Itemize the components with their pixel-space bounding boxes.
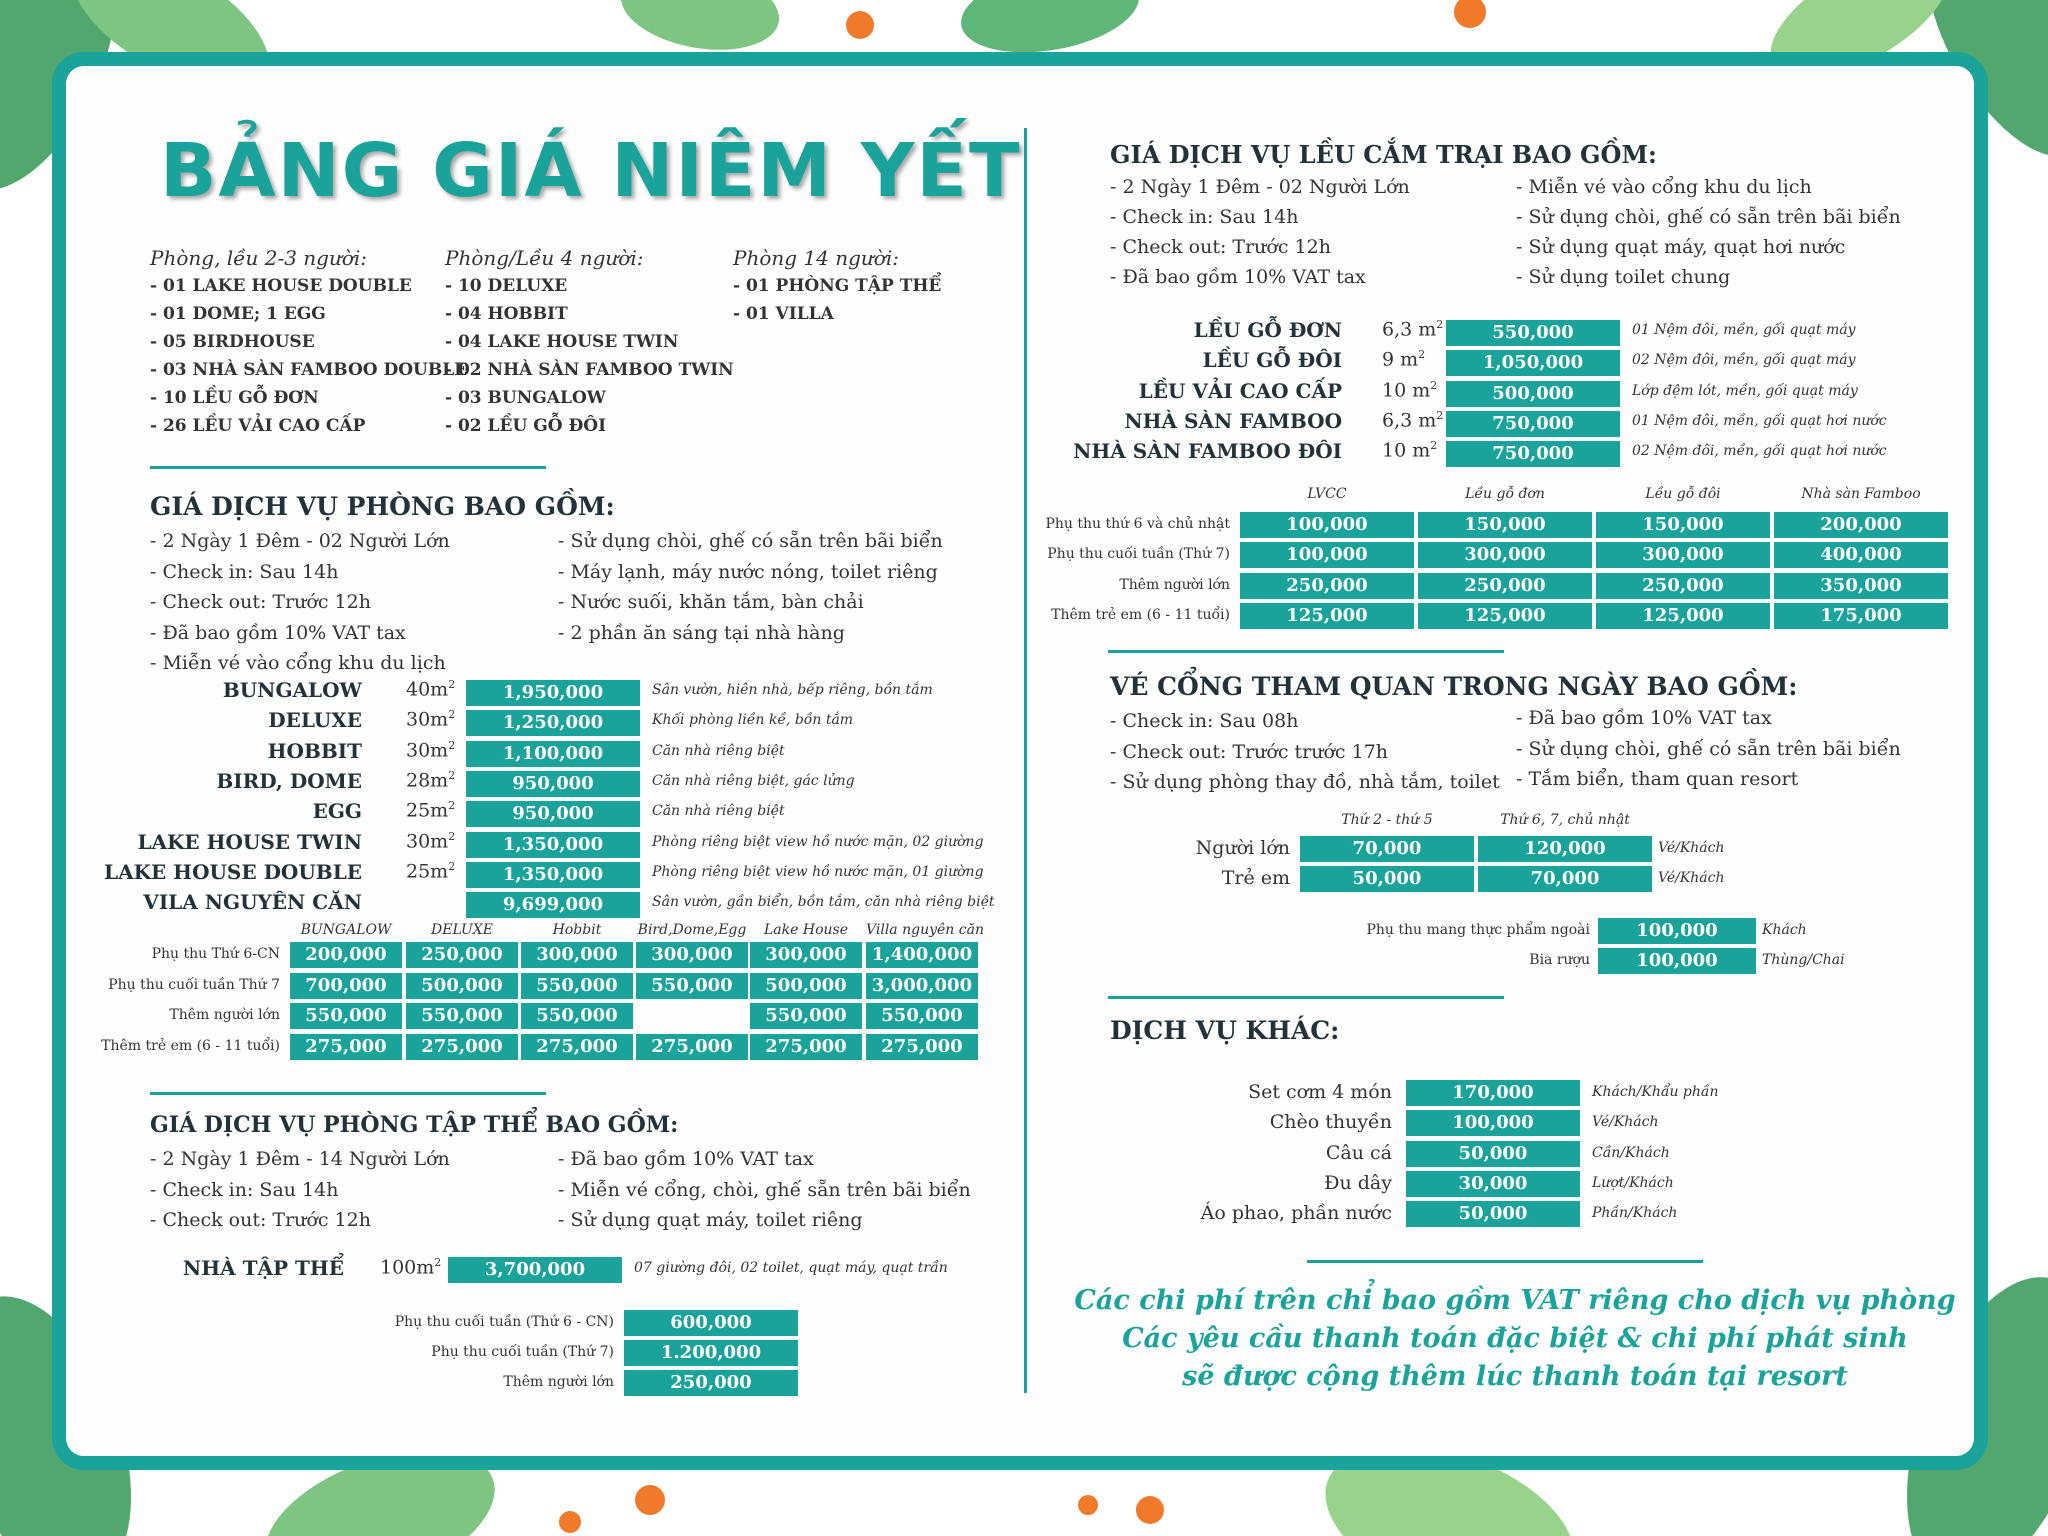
room-name: HOBBIT xyxy=(267,738,362,763)
ticket-price: 70,000 xyxy=(1478,866,1652,892)
camping-heading: GIÁ DỊCH VỤ LỀU CẮM TRẠI BAO GỒM: xyxy=(1110,140,1657,169)
tent-name: LỀU VẢI CAO CẤP xyxy=(1138,378,1342,403)
row-label: Thêm trẻ em (6 - 11 tuổi) xyxy=(101,1037,280,1054)
surcharge-cell: 550,000 xyxy=(521,1003,633,1029)
column-header: Bird,Dome,Egg xyxy=(637,922,747,938)
room-group-heading: Phòng, lều 2-3 người: xyxy=(150,246,368,270)
tent-desc: Lớp đệm lót, mền, gối quạt máy xyxy=(1632,382,1858,399)
unit-label: Vé/Khách xyxy=(1658,840,1725,856)
section-rule xyxy=(150,466,546,469)
surcharge-cell: 1,400,000 xyxy=(866,942,978,968)
room-desc: Phòng riêng biệt view hồ nước mặn, 01 giường xyxy=(652,863,984,880)
room-price: 1,100,000 xyxy=(466,741,640,767)
tent-price: 1,050,000 xyxy=(1446,350,1620,376)
superscript: 2 xyxy=(448,829,456,843)
row-label: Phụ thu thứ 6 và chủ nhật xyxy=(1045,516,1230,532)
term-item: - Check out: Trước 12h xyxy=(150,591,371,613)
superscript: 2 xyxy=(1436,318,1444,331)
row-label: Phụ thu Thứ 6-CN xyxy=(151,946,280,962)
column-header: Nhà sàn Famboo xyxy=(1801,486,1921,502)
column-header: DELUXE xyxy=(431,922,493,938)
room-name: VILA NGUYÊN CĂN xyxy=(143,890,362,915)
row-label: Phụ thu cuối tuần Thứ 7 xyxy=(108,976,280,993)
surcharge-cell: 550,000 xyxy=(866,1003,978,1029)
service-price: 50,000 xyxy=(1406,1201,1580,1227)
column-divider xyxy=(1024,128,1027,1393)
footer-note xyxy=(1060,1282,1970,1396)
area-value: $25m^2$ xyxy=(406,799,456,822)
row-label: Phụ thu cuối tuần (Thứ 6 - CN) xyxy=(394,1314,614,1330)
term-item: - Sử dụng chòi, ghế có sẵn trên bãi biển xyxy=(1516,737,1901,760)
surcharge-cell: 550,000 xyxy=(750,1003,862,1029)
column-header: LVCC xyxy=(1307,486,1347,502)
area-value: $25m^2$ xyxy=(406,859,456,883)
area-value: $28m^2$ xyxy=(406,768,456,792)
area-value: 6,3 $m^2$ xyxy=(1382,408,1444,432)
area-value: 10 $m^2$ xyxy=(1382,378,1438,401)
surcharge-cell: 275,000 xyxy=(866,1034,978,1060)
row-label: Người lớn xyxy=(1195,837,1290,859)
footer-line: Các chi phí trên chỉ bao gồm VAT riêng cho dịch vụ phòng xyxy=(1074,1285,1956,1316)
tent-name: NHÀ SÀN FAMBOO xyxy=(1124,408,1342,433)
surcharge-cell: 250,000 xyxy=(406,942,518,968)
daytrip-terms-left xyxy=(1110,706,1500,798)
room-desc: Căn nhà riêng biệt, gác lửng xyxy=(652,772,855,789)
surcharge-cell: 125,000 xyxy=(1418,603,1592,629)
footer-line: Các yêu cầu thanh toán đặc biệt & chi phí phát sinh xyxy=(1122,1323,1908,1354)
ticket-price: 120,000 xyxy=(1478,836,1652,862)
term-item: - Check in: Sau 14h xyxy=(150,560,339,583)
superscript: 2 xyxy=(448,708,456,722)
term-item: - Nước suối, khăn tắm, bàn chải xyxy=(558,591,864,613)
surcharge-cell: 250,000 xyxy=(624,1370,798,1396)
room-group-2 xyxy=(445,246,734,436)
row-label: Thêm người lớn xyxy=(503,1374,614,1390)
surcharge-cell: 125,000 xyxy=(1596,603,1770,629)
surcharge-cell: 250,000 xyxy=(1596,573,1770,599)
group-room-desc: 07 giường đôi, 02 toilet, quạt máy, quạt trần xyxy=(634,1260,948,1276)
surcharge-cell: 275,000 xyxy=(406,1034,518,1060)
room-item: - 04 HOBBIT xyxy=(445,304,568,324)
term-item: - Sử dụng quạt máy, toilet riêng xyxy=(558,1209,863,1231)
superscript: 2 xyxy=(448,859,456,873)
room-service-terms-right xyxy=(558,526,943,648)
surcharge-cell: 700,000 xyxy=(290,973,402,999)
surcharge-cell: 400,000 xyxy=(1774,542,1948,568)
surcharge-cell: 150,000 xyxy=(1596,512,1770,538)
surcharge-cell: 300,000 xyxy=(750,942,862,968)
surcharge-cell: 275,000 xyxy=(521,1034,633,1060)
unit-label: Phần/Khách xyxy=(1592,1205,1678,1222)
surcharge-cell: 300,000 xyxy=(636,942,748,968)
term-item: - Miễn vé vào cổng khu du lịch xyxy=(1516,176,1812,198)
surcharge-cell: 550,000 xyxy=(521,973,633,999)
superscript: 2 xyxy=(448,738,456,752)
extra-price: 100,000 xyxy=(1598,948,1756,974)
term-item: - Máy lạnh, máy nước nóng, toilet riêng xyxy=(558,560,938,583)
service-label: Câu cá xyxy=(1325,1141,1392,1164)
room-desc: Khối phòng liền kề, bồn tắm xyxy=(652,712,854,729)
room-price: 950,000 xyxy=(466,771,640,797)
column-header: Lều gỗ đôi xyxy=(1645,486,1721,502)
term-item: - Miễn vé vào cổng khu du lịch xyxy=(150,652,446,674)
section-rule xyxy=(1307,1260,1703,1263)
unit-label: Thùng/Chai xyxy=(1762,952,1845,968)
camping-terms-left xyxy=(1110,172,1410,292)
room-desc: Căn nhà riêng biệt xyxy=(652,803,785,820)
surcharge-cell: 600,000 xyxy=(624,1310,798,1336)
daytrip-terms-right xyxy=(1516,703,1901,795)
room-item: - 01 VILLA xyxy=(733,304,834,324)
tent-name: NHÀ SÀN FAMBOO ĐÔI xyxy=(1073,439,1342,464)
term-item: - Check in: Sau 14h xyxy=(1110,206,1299,228)
room-price: 1,950,000 xyxy=(466,680,640,706)
surcharge-cell: 100,000 xyxy=(1240,512,1414,538)
room-service-terms-left xyxy=(150,526,450,679)
room-name: DELUXE xyxy=(268,708,362,733)
extra-price: 100,000 xyxy=(1598,918,1756,944)
term-item: - 2 Ngày 1 Đêm - 02 Người Lớn xyxy=(150,530,450,552)
room-group-heading: Phòng 14 người: xyxy=(733,246,899,270)
tent-name: LỀU GỖ ĐÔI xyxy=(1202,348,1342,373)
room-name: LAKE HOUSE TWIN xyxy=(137,829,362,854)
service-label: Set cơm 4 món xyxy=(1248,1081,1392,1103)
surcharge-cell: 500,000 xyxy=(406,973,518,999)
surcharge-cell: 200,000 xyxy=(1774,512,1948,538)
camping-terms-right xyxy=(1516,172,1901,292)
term-item: - 2 Ngày 1 Đêm - 14 Người Lớn xyxy=(150,1148,450,1170)
term-item: - Đã bao gồm 10% VAT tax xyxy=(558,1148,814,1170)
surcharge-cell: 550,000 xyxy=(290,1003,402,1029)
room-group-1 xyxy=(150,246,467,436)
service-label: Chèo thuyền xyxy=(1269,1111,1392,1134)
column-header: Thứ 2 - thứ 5 xyxy=(1341,812,1433,828)
surcharge-cell: 250,000 xyxy=(1418,573,1592,599)
room-desc: Sân vườn, hiên nhà, bếp riêng, bồn tắm xyxy=(652,682,933,698)
column-header: Thứ 6, 7, chủ nhật xyxy=(1500,812,1630,828)
superscript: 2 xyxy=(1418,348,1426,362)
room-name: BUNGALOW xyxy=(222,678,362,702)
area-value: 100m xyxy=(380,1256,435,1279)
unit-label: Cần/Khách xyxy=(1592,1144,1670,1161)
room-price: 9,699,000 xyxy=(466,892,640,918)
room-item: - 05 BIRDHOUSE xyxy=(150,332,315,352)
surcharge-cell: 1.200,000 xyxy=(624,1340,798,1366)
surcharge-cell: 550,000 xyxy=(636,973,748,999)
room-name: BIRD, DOME xyxy=(216,768,362,793)
footer-line: sẽ được cộng thêm lúc thanh toán tại resort xyxy=(1182,1361,1848,1392)
tent-price: 500,000 xyxy=(1446,381,1620,407)
surcharge-cell: 275,000 xyxy=(290,1034,402,1060)
room-group-3 xyxy=(733,246,941,324)
room-name: LAKE HOUSE DOUBLE xyxy=(104,859,362,884)
superscript: 2 xyxy=(1436,408,1444,422)
service-price: 100,000 xyxy=(1406,1110,1580,1136)
term-item: - Đã bao gồm 10% VAT tax xyxy=(150,621,406,644)
row-label: Phụ thu cuối tuần (Thứ 7) xyxy=(1047,546,1230,563)
term-item: - Sử dụng phòng thay đồ, nhà tắm, toilet xyxy=(1110,771,1500,793)
group-room-area: $100m^2$ xyxy=(380,1256,442,1279)
row-label: Phụ thu mang thực phẩm ngoài xyxy=(1366,922,1590,938)
group-room-terms-left xyxy=(150,1144,450,1236)
tent-desc: 02 Nệm đôi, mền, gối quạt hơi nước xyxy=(1632,443,1887,460)
surcharge-cell: 250,000 xyxy=(1240,573,1414,599)
superscript: 2 xyxy=(1430,378,1438,392)
surcharge-cell: 100,000 xyxy=(1240,542,1414,568)
row-label: Thêm người lớn xyxy=(1119,576,1230,593)
service-label: Đu dây xyxy=(1324,1171,1392,1194)
group-room-terms-right xyxy=(558,1144,971,1236)
room-item: - 03 NHÀ SÀN FAMBOO DOUBLE xyxy=(150,360,468,380)
room-price: 950,000 xyxy=(466,801,640,827)
term-item: - Check out: Trước 12h xyxy=(150,1209,371,1231)
service-label: Áo phao, phần nước xyxy=(1200,1202,1392,1225)
room-item: - 04 LAKE HOUSE TWIN xyxy=(445,332,679,352)
term-item: - Check in: Sau 08h xyxy=(1110,710,1299,732)
service-price: 50,000 xyxy=(1406,1141,1580,1167)
term-item: - Sử dụng chòi, ghế có sẵn trên bãi biển xyxy=(558,530,943,552)
term-item: - Đã bao gồm 10% VAT tax xyxy=(1110,266,1366,288)
tent-desc: 01 Nệm đôi, mền, gối quạt máy xyxy=(1632,322,1856,338)
row-label: Thêm người lớn xyxy=(169,1007,280,1023)
room-name: EGG xyxy=(312,799,362,824)
ticket-price: 50,000 xyxy=(1300,866,1474,892)
area-value: $30m^2$ xyxy=(406,829,456,852)
tent-desc: 02 Nệm đôi, mền, gối quạt máy xyxy=(1632,352,1856,369)
room-desc: Căn nhà riêng biệt xyxy=(652,742,785,759)
term-item: - 2 Ngày 1 Đêm - 02 Người Lớn xyxy=(1110,176,1410,198)
room-item: - 02 NHÀ SÀN FAMBOO TWIN xyxy=(445,360,734,380)
term-item: - Tắm biển, tham quan resort xyxy=(1516,768,1799,790)
section-rule xyxy=(1108,650,1504,653)
room-price: 1,250,000 xyxy=(466,710,640,736)
superscript: 2 xyxy=(448,768,456,782)
room-service-heading: GIÁ DỊCH VỤ PHÒNG BAO GỒM: xyxy=(150,492,615,521)
room-item: - 01 LAKE HOUSE DOUBLE xyxy=(150,276,412,296)
row-label: Bia rượu xyxy=(1529,952,1590,968)
superscript: 2 xyxy=(1430,439,1438,453)
room-item: - 02 LỀU GỖ ĐÔI xyxy=(445,416,607,436)
group-room-heading: GIÁ DỊCH VỤ PHÒNG TẬP THỂ BAO GỒM: xyxy=(150,1112,679,1138)
section-rule xyxy=(1108,996,1504,999)
tent-price: 750,000 xyxy=(1446,441,1620,467)
room-item: - 10 DELUXE xyxy=(445,276,568,296)
term-item: - Check in: Sau 14h xyxy=(150,1178,339,1201)
room-item: - 01 DOME; 1 EGG xyxy=(150,304,326,324)
tent-name: LỀU GỖ ĐƠN xyxy=(1193,318,1342,342)
group-room-name: NHÀ TẬP THỂ xyxy=(182,1256,344,1280)
room-price: 1,350,000 xyxy=(466,862,640,888)
surcharge-cell: 275,000 xyxy=(636,1034,748,1060)
room-price: 1,350,000 xyxy=(466,832,640,858)
surcharge-cell: 500,000 xyxy=(750,973,862,999)
area-value: $30m^2$ xyxy=(406,708,456,731)
section-rule xyxy=(150,1092,546,1095)
daytrip-heading: VÉ CỔNG THAM QUAN TRONG NGÀY BAO GỒM: xyxy=(1110,672,1798,701)
room-desc: Phòng riêng biệt view hồ nước mặn, 02 giường xyxy=(652,833,984,850)
unit-label: Khách xyxy=(1762,922,1807,938)
term-item: - Check out: Trước trước 17h xyxy=(1110,740,1389,763)
row-label: Thêm trẻ em (6 - 11 tuổi) xyxy=(1051,606,1230,623)
surcharge-cell: 150,000 xyxy=(1418,512,1592,538)
surcharge-cell: 275,000 xyxy=(750,1034,862,1060)
surcharge-cell: 3,000,000 xyxy=(866,973,978,999)
column-header: Villa nguyên căn xyxy=(866,922,984,938)
room-desc: Sân vườn, gần biển, bồn tắm, căn nhà riêng biệt xyxy=(652,894,995,911)
term-item: - Miễn vé cổng, chòi, ghế sẵn trên bãi biển xyxy=(558,1178,971,1201)
service-price: 30,000 xyxy=(1406,1171,1580,1197)
other-services-heading: DỊCH VỤ KHÁC: xyxy=(1110,1016,1340,1045)
group-room-price: 3,700,000 xyxy=(448,1257,622,1283)
tent-price: 550,000 xyxy=(1446,320,1620,346)
unit-label: Vé/Khách xyxy=(1658,870,1725,886)
unit-label: Vé/Khách xyxy=(1592,1114,1659,1131)
page-title: BẢNG GIÁ NIÊM YẾT xyxy=(160,128,1022,214)
row-label: Phụ thu cuối tuần (Thứ 7) xyxy=(431,1344,614,1360)
unit-label: Lượt/Khách xyxy=(1592,1174,1674,1191)
column-header: Lake House xyxy=(764,922,848,938)
surcharge-cell: 300,000 xyxy=(521,942,633,968)
surcharge-cell: 300,000 xyxy=(1596,542,1770,568)
column-header: Hobbit xyxy=(552,922,602,938)
term-item: - Sử dụng quạt máy, quạt hơi nước xyxy=(1516,236,1846,258)
superscript: 2 xyxy=(448,678,456,691)
surcharge-cell: 175,000 xyxy=(1774,603,1948,629)
term-item: - Check out: Trước 12h xyxy=(1110,236,1331,258)
room-item: - 01 PHÒNG TẬP THỂ xyxy=(733,276,942,296)
surcharge-cell: 550,000 xyxy=(406,1003,518,1029)
area-value: $40m^2$ xyxy=(406,678,456,701)
column-header: BUNGALOW xyxy=(300,922,392,938)
area-value: 10 $m^2$ xyxy=(1382,439,1438,462)
surcharge-cell xyxy=(636,1003,748,1029)
service-price: 170,000 xyxy=(1406,1080,1580,1106)
area-value: 6,3 $m^2$ xyxy=(1382,318,1444,341)
superscript: 2 xyxy=(448,799,456,813)
area-value: $30m^2$ xyxy=(406,738,456,761)
term-item: - Sử dụng chòi, ghế có sẵn trên bãi biển xyxy=(1516,206,1901,228)
surcharge-cell: 350,000 xyxy=(1774,573,1948,599)
term-item: - Sử dụng toilet chung xyxy=(1516,266,1731,288)
surcharge-cell: 300,000 xyxy=(1418,542,1592,568)
room-item: - 10 LỀU GỖ ĐƠN xyxy=(150,388,319,408)
room-group-heading: Phòng/Lều 4 người: xyxy=(445,246,644,270)
unit-label: Khách/Khẩu phần xyxy=(1592,1084,1719,1100)
room-item: - 03 BUNGALOW xyxy=(445,388,606,408)
tent-price: 750,000 xyxy=(1446,411,1620,437)
surcharge-cell: 125,000 xyxy=(1240,603,1414,629)
tent-desc: 01 Nệm đôi, mền, gối quạt hơi nước xyxy=(1632,412,1887,429)
ticket-price: 70,000 xyxy=(1300,836,1474,862)
row-label: Trẻ em xyxy=(1221,867,1290,889)
term-item: - 2 phần ăn sáng tại nhà hàng xyxy=(558,621,845,644)
surcharge-cell: 200,000 xyxy=(290,942,402,968)
room-item: - 26 LỀU VẢI CAO CẤP xyxy=(150,416,366,436)
term-item: - Đã bao gồm 10% VAT tax xyxy=(1516,707,1772,729)
area-value: 9 $m^2$ xyxy=(1382,348,1426,371)
column-header: Lều gỗ đơn xyxy=(1465,486,1545,502)
